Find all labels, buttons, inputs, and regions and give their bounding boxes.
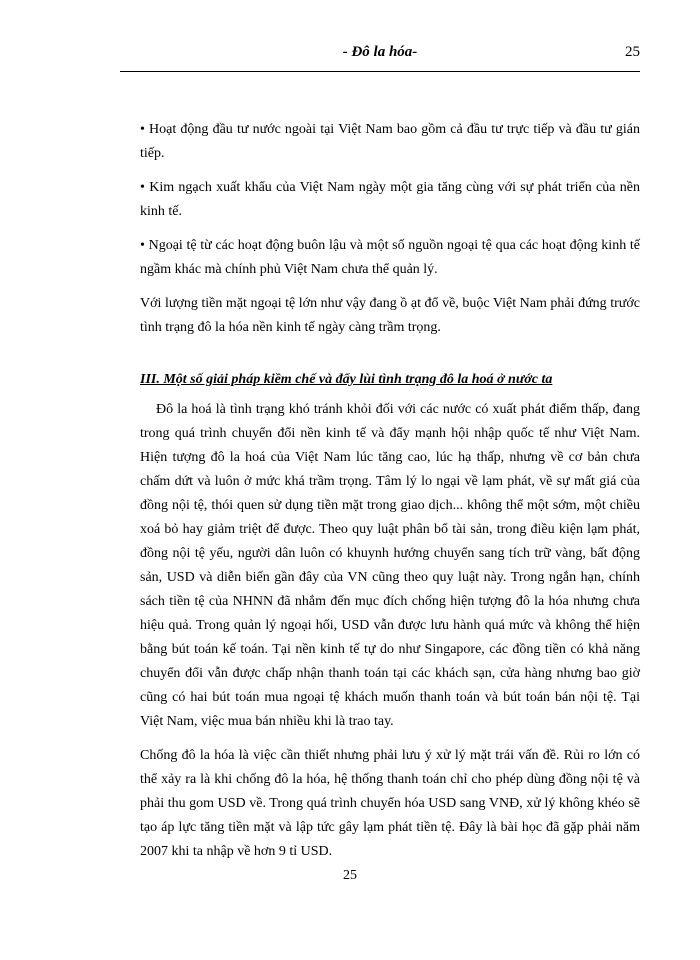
body-paragraph: Chống đô la hóa là việc cần thiết nhưng phải lưu ý xử lý mặt trái vấn đề. Rủi ro lớn có thể xảy ra là khi chống đô la hóa, hệ thống thanh toán chỉ cho phép dùng đồng nội tệ và phải thu gom USD về. Trong quá trình chuyển hóa USD sang VNĐ, xử lý không khéo sẽ tạo áp lực tăng tiền mặt và lập tức gây lạm phát tiền tệ. Đây là bài học đã gặp phải năm 2007 khi ta nhập về hơn 9 tỉ USD.: [140, 748, 640, 859]
header-title: - Đô la hóa-: [342, 44, 418, 60]
header-divider: [120, 71, 640, 72]
document-body: [140, 118, 640, 874]
bullet-item: • Ngoại tệ từ các hoạt động buôn lậu và một số nguồn ngoại tệ qua các hoạt động kinh tế ngầm khác mà chính phủ Việt Nam chưa thể quản lý.: [140, 238, 640, 277]
section-heading: III. Một số giải pháp kiềm chế và đẩy lùi tình trạng đô la hoá ở nước ta: [140, 372, 553, 387]
header-page-number: 25: [625, 44, 640, 60]
bullet-item: • Kim ngạch xuất khẩu của Việt Nam ngày một gia tăng cùng với sự phát triển của nền kinh tế.: [140, 180, 640, 219]
bullet-item: • Hoạt động đầu tư nước ngoài tại Việt Nam bao gồm cả đầu tư trực tiếp và đầu tư gián tiếp.: [140, 122, 640, 161]
body-paragraph: Đô la hoá là tình trạng khó tránh khỏi đối với các nước có xuất phát điểm thấp, đang trong quá trình chuyển đổi nền kinh tế và đẩy mạnh hội nhập quốc tế như Việt Nam. Hiện tượng đô la hoá của Việt Nam lúc tăng cao, lúc hạ thấp, nhưng về cơ bản chưa chấm dứt và luôn ở mức khá trầm trọng. Tâm lý lo ngại về lạm phát, về sự mất giá của đồng nội tệ, thói quen sử dụng tiền mặt trong giao dịch... không thể một sớm, một chiều xoá bỏ hay giảm triệt để được. Theo quy luật phân bổ tài sản, trong điều kiện lạm phát, đồng nội tệ yếu, người dân luôn có khuynh hướng chuyển sang tích trữ vàng, bất động sản, USD và diễn biến gần đây của VN cũng theo quy luật này. Trong ngắn hạn, chính sách tiền tệ của NHNN đã nhắm đến mục đích chống hiện tượng đô la hóa nhưng chưa hiệu quả. Trong quản lý ngoại hối, USD vẫn được lưu hành quá mức và không thể hiện bằng bút toán kế toán. Tại nền kinh tế tự do như Singapore, các đồng tiền có khả năng chuyển đổi vẫn được chấp nhận thanh toán tại các khách sạn, cửa hàng nhưng bao giờ cũng có hai bút toán mua ngoại tệ khách muốn thanh toán và bút toán bán nội tệ. Tại Việt Nam, việc mua bán nhiều khi là trao tay.: [140, 402, 640, 729]
summary-paragraph: Với lượng tiền mặt ngoại tệ lớn như vậy đang ồ ạt đổ về, buộc Việt Nam phải đứng trước tình trạng đô la hóa nền kinh tế ngày càng trầm trọng.: [140, 296, 640, 335]
footer-page-number: 25: [343, 868, 357, 883]
page-header: [120, 44, 640, 68]
